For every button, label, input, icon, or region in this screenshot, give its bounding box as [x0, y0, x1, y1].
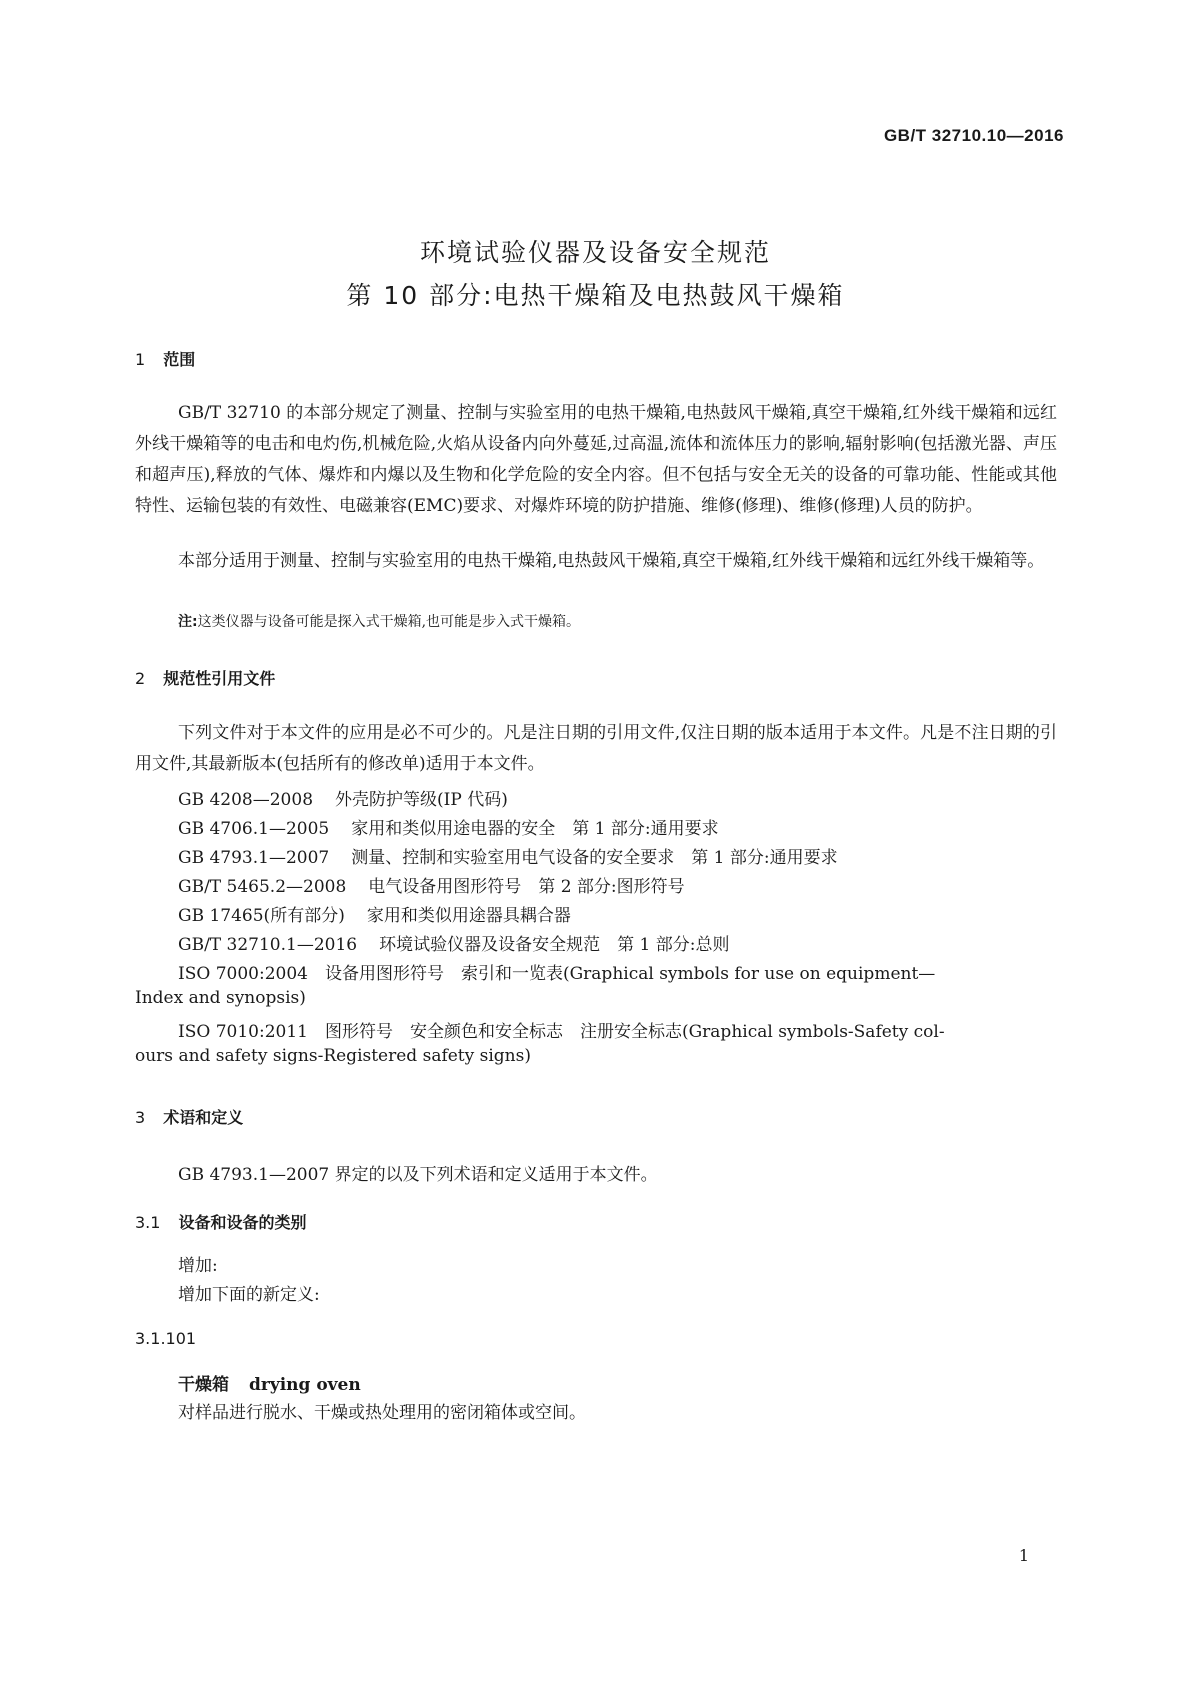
section-1-heading — [135, 347, 195, 370]
term-heading — [178, 1370, 361, 1395]
subsection-3-1-heading — [135, 1210, 306, 1233]
term-definition: 对样品进行脱水、干燥或热处理用的密闭箱体或空间。 — [178, 1403, 586, 1423]
reference-item — [178, 872, 685, 897]
reference-iso7000-line1: ISO 7000:2004 设备用图形符号 索引和一览表(Graphical symbols for use on equipment— — [178, 964, 936, 984]
reference-code: GB 17465(所有部分) — [178, 906, 345, 926]
section-number: 2 — [135, 669, 146, 688]
reference-code: GB/T 5465.2—2008 — [178, 877, 347, 897]
reference-item — [178, 814, 719, 839]
document-title-line1: 环境试验仪器及设备安全规范 — [419, 238, 771, 267]
section-3-heading — [135, 1105, 243, 1128]
reference-title: 电气设备用图形符号 第 2 部分:图形符号 — [368, 877, 685, 897]
reference-title: 家用和类似用途电器的安全 第 1 部分:通用要求 — [351, 819, 719, 839]
term-number: 3.1.101 — [135, 1329, 197, 1348]
reference-title: 环境试验仪器及设备安全规范 第 1 部分:总则 — [379, 935, 730, 955]
section-title: 规范性引用文件 — [163, 669, 276, 688]
section-1-note — [178, 611, 580, 631]
reference-item — [178, 901, 571, 926]
reference-title: 家用和类似用途器具耦合器 — [366, 906, 571, 926]
section-title: 范围 — [163, 350, 196, 369]
reference-iso7000-line2: Index and synopsis) — [135, 988, 306, 1008]
subsection-title: 设备和设备的类别 — [178, 1213, 307, 1232]
section-number: 3 — [135, 1108, 146, 1127]
document-title-line2: 第 10 部分:电热干燥箱及电热鼓风干燥箱 — [346, 281, 845, 310]
section-1-paragraph-1: GB/T 32710 的本部分规定了测量、控制与实验室用的电热干燥箱,电热鼓风干燥箱,真空干燥箱,红外线干燥箱和远红外线干燥箱等的电击和电灼伤,机械危险,火焰从设备内向外蔓延,过高温,流体和流体压力的影响,辐射影响(包括激光器、声压和超声压),释放的气体、爆炸和内爆以及生物和化学危险的安全内容。但不包括与安全无关的设备的可靠功能、性能或其他特性、运输包装的有效性、电磁兼容(EMC)要求、对爆炸环境的防护措施、维修(修理)、维修(修理)人员的防护。 — [135, 403, 1057, 516]
term-english: drying oven — [249, 1375, 361, 1395]
reference-title: 外壳防护等级(IP 代码) — [335, 790, 508, 810]
standard-number: GB/T 32710.10—2016 — [883, 126, 1064, 145]
addition-text: 增加下面的新定义: — [178, 1285, 320, 1305]
page-number: 1 — [1018, 1546, 1029, 1565]
section-3-paragraph-1: GB 4793.1—2007 界定的以及下列术语和定义适用于本文件。 — [178, 1165, 658, 1185]
reference-item — [178, 930, 729, 955]
reference-iso7010-line1: ISO 7010:2011 图形符号 安全颜色和安全标志 注册安全标志(Graphical symbols-Safety col- — [178, 1022, 945, 1042]
section-number: 1 — [135, 350, 146, 369]
reference-code: GB 4208—2008 — [178, 790, 314, 810]
reference-iso7010-line2: ours and safety signs-Registered safety signs) — [135, 1046, 531, 1066]
section-title: 术语和定义 — [163, 1108, 244, 1127]
note-text: 这类仪器与设备可能是探入式干燥箱,也可能是步入式干燥箱。 — [197, 614, 581, 630]
reference-code: GB 4706.1—2005 — [178, 819, 330, 839]
reference-code: GB/T 32710.1—2016 — [178, 935, 358, 955]
subsection-number: 3.1 — [135, 1213, 161, 1232]
section-2-heading — [135, 666, 275, 689]
reference-item — [178, 785, 508, 810]
section-1-paragraph-2: 本部分适用于测量、控制与实验室用的电热干燥箱,电热鼓风干燥箱,真空干燥箱,红外线干燥箱和远红外线干燥箱等。 — [178, 551, 1045, 571]
section-2-paragraph-1: 下列文件对于本文件的应用是必不可少的。凡是注日期的引用文件,仅注日期的版本适用于本文件。凡是不注日期的引用文件,其最新版本(包括所有的修改单)适用于本文件。 — [135, 723, 1057, 774]
term-chinese: 干燥箱 — [178, 1375, 229, 1395]
note-label: 注: — [178, 614, 198, 630]
addition-label: 增加: — [178, 1256, 218, 1276]
reference-code: GB 4793.1—2007 — [178, 848, 330, 868]
reference-title: 测量、控制和实验室用电气设备的安全要求 第 1 部分:通用要求 — [351, 848, 838, 868]
reference-item — [178, 843, 838, 868]
